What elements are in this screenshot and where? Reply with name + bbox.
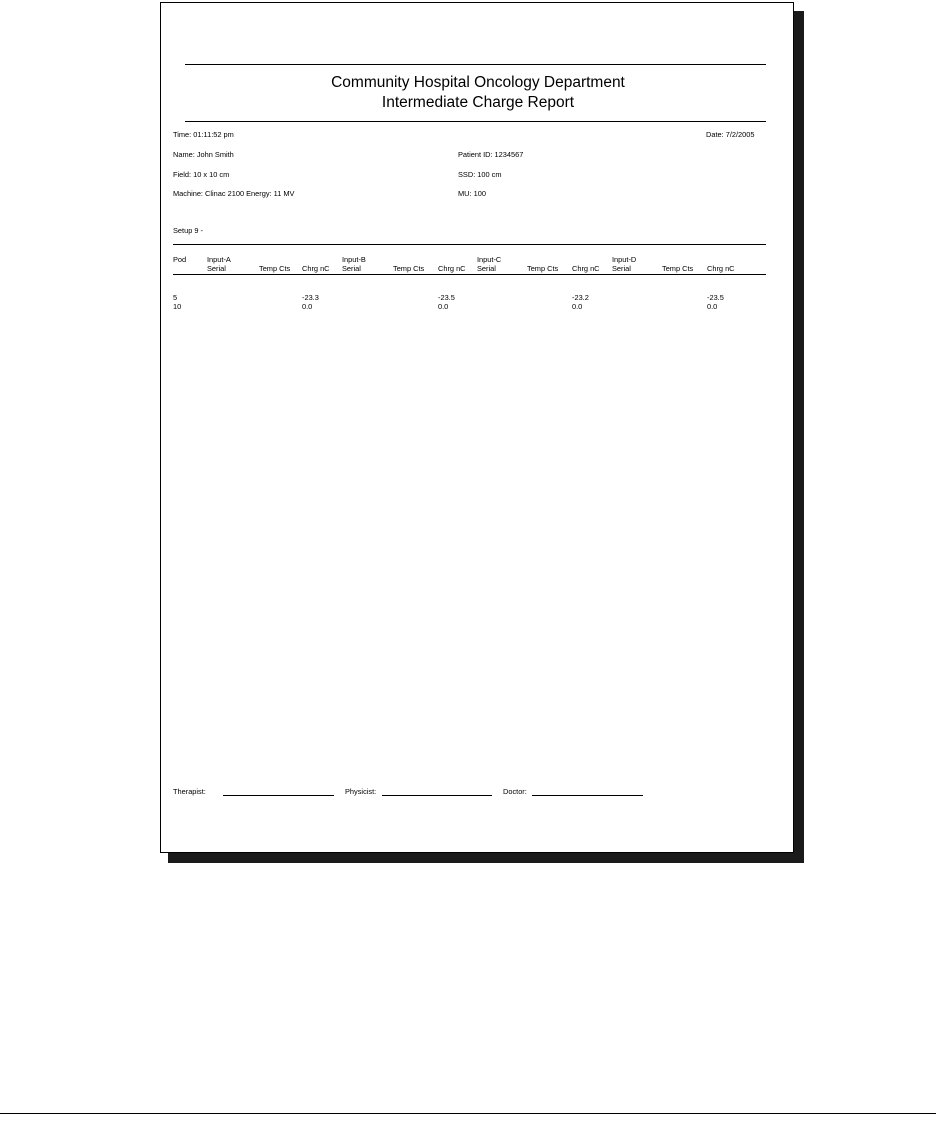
table-top-rule <box>173 244 766 245</box>
row-1-chrg-b: -23.5 <box>438 293 455 302</box>
row-1-chrg-d: -23.5 <box>707 293 724 302</box>
therapist-signature-line <box>223 795 334 796</box>
input-d-serial-header: Serial <box>612 264 631 273</box>
input-d-chrg-header: Chrg nC <box>707 264 735 273</box>
footer-rule <box>0 1113 936 1114</box>
input-a-temp-header: Temp Cts <box>259 264 291 273</box>
input-d-temp-header: Temp Cts <box>662 264 694 273</box>
row-1-pod: 5 <box>173 293 178 302</box>
patient-id: Patient ID: 1234567 <box>458 150 524 159</box>
field-size: Field: 10 x 10 cm <box>173 170 230 179</box>
doctor-label: Doctor: <box>503 787 527 796</box>
row-2-chrg-b: 0.0 <box>438 302 449 311</box>
input-c-serial-header: Serial <box>477 264 496 273</box>
input-b-serial-header: Serial <box>342 264 361 273</box>
input-b-temp-header: Temp Cts <box>393 264 425 273</box>
patient-name: Name: John Smith <box>173 150 234 159</box>
input-a-name: Input-A <box>207 255 231 264</box>
row-2-pod: 10 <box>173 302 182 311</box>
date-label: Date: 7/2/2005 <box>706 130 755 139</box>
report-title: Community Hospital Oncology Department <box>331 74 625 91</box>
setup-label: Setup 9 - <box>173 226 203 235</box>
input-d-name: Input-D <box>612 255 637 264</box>
report-subtitle: Intermediate Charge Report <box>381 94 575 111</box>
input-c-chrg-header: Chrg nC <box>572 264 600 273</box>
machine-energy: Machine: Clinac 2100 Energy: 11 MV <box>173 189 295 198</box>
header-bottom-rule <box>185 121 766 122</box>
input-a-serial-header: Serial <box>207 264 226 273</box>
pod-header: Pod <box>173 255 187 264</box>
ssd-value: SSD: 100 cm <box>458 170 502 179</box>
input-b-name: Input-B <box>342 255 366 264</box>
input-c-name: Input-C <box>477 255 502 264</box>
input-a-chrg-header: Chrg nC <box>302 264 330 273</box>
physicist-signature-line <box>382 795 492 796</box>
time-label: Time: 01:11:52 pm <box>173 130 234 139</box>
row-2-chrg-a: 0.0 <box>302 302 313 311</box>
doctor-signature-line <box>532 795 643 796</box>
table-header-rule <box>173 274 766 275</box>
row-1-chrg-c: -23.2 <box>572 293 589 302</box>
physicist-label: Physicist: <box>345 787 377 796</box>
row-2-chrg-c: 0.0 <box>572 302 583 311</box>
header-top-rule <box>185 64 766 65</box>
report-page <box>160 2 794 853</box>
input-b-chrg-header: Chrg nC <box>438 264 466 273</box>
therapist-label: Therapist: <box>173 787 206 796</box>
input-c-temp-header: Temp Cts <box>527 264 559 273</box>
row-2-chrg-d: 0.0 <box>707 302 718 311</box>
row-1-chrg-a: -23.3 <box>302 293 319 302</box>
mu-value: MU: 100 <box>458 189 486 198</box>
